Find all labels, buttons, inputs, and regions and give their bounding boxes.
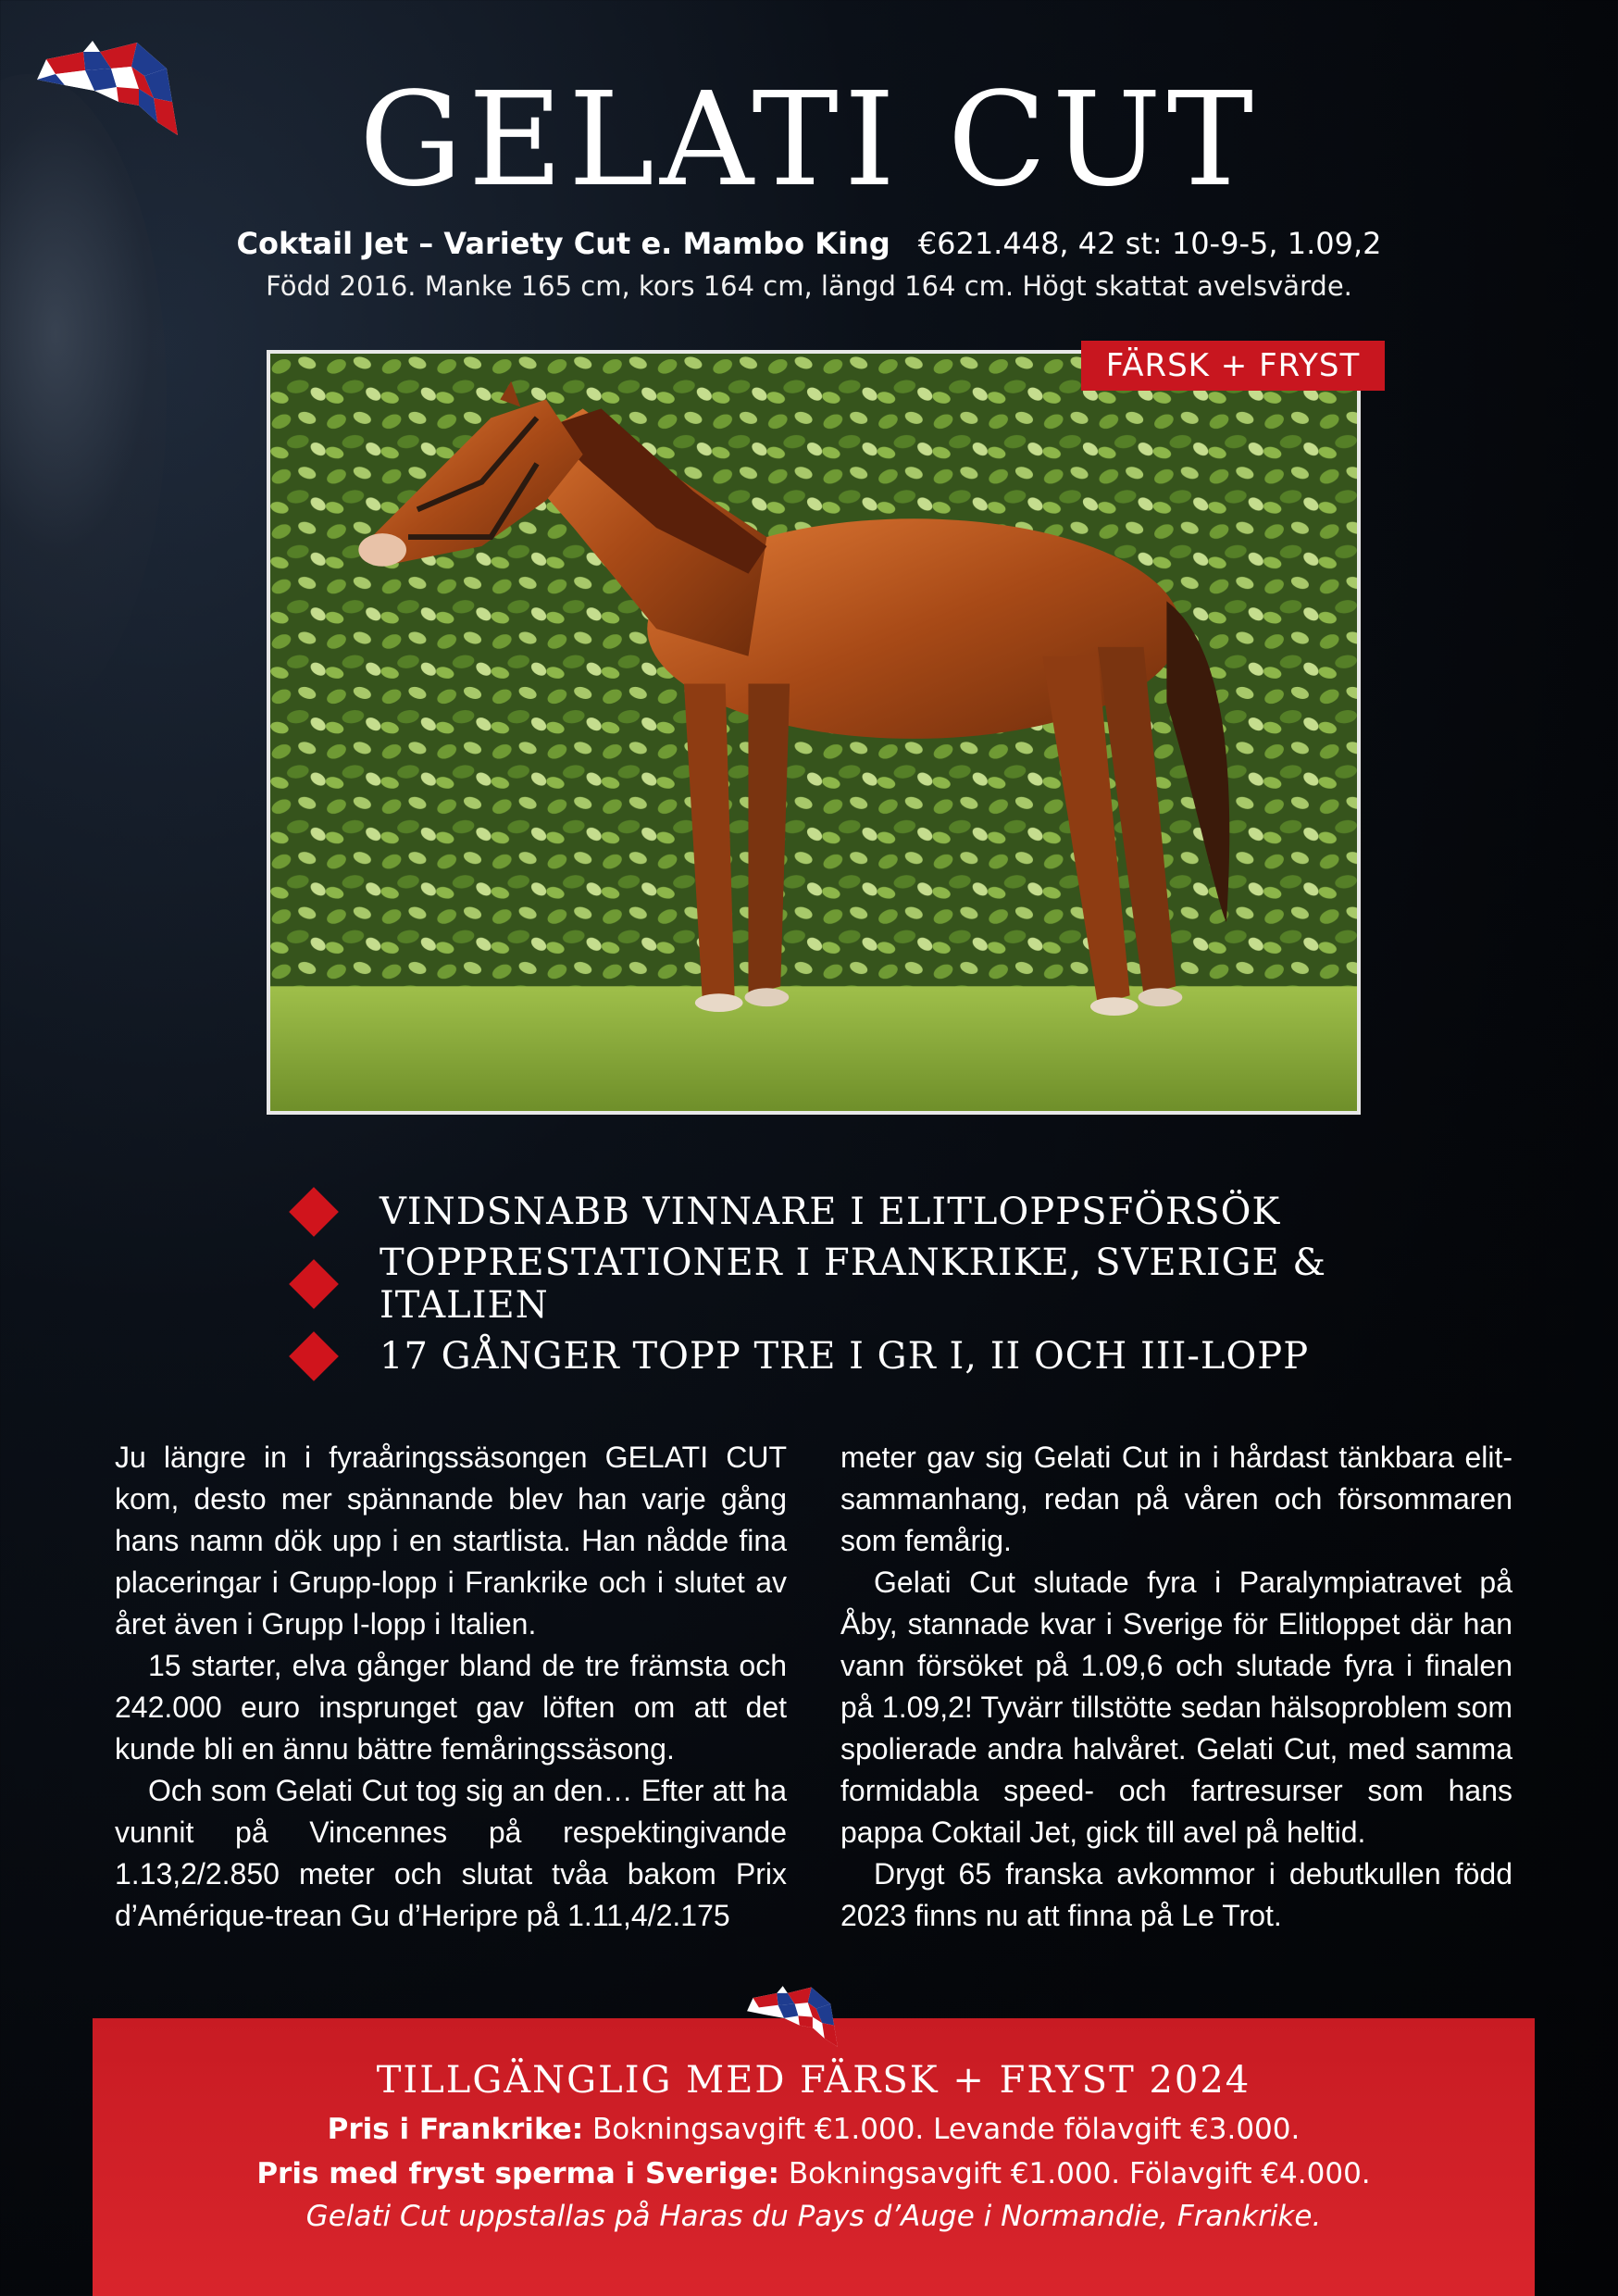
paragraph: Ju längre in i fyraåringssäsongen GELATI CUT kom, desto mer spännande blev han varje gång hans namn dök upp i en startlista. Han nådde fina placeringar i Grupp-lopp i Frankrike och i slutet av året även i Grupp I-lopp i Italien. (115, 1441, 787, 1641)
horse-head-logo-small-icon (741, 1981, 844, 2052)
price-sweden-label: Pris med fryst sperma i Sverige: (256, 2157, 780, 2190)
highlight-item (287, 1242, 1398, 1327)
price-france-text: Bokningsavgift €1.000. Levande fölavgift €3.000. (592, 2113, 1301, 2146)
diamond-bullet-icon (289, 1187, 339, 1237)
price-france-label: Pris i Frankrike: (327, 2113, 584, 2146)
highlight-text: TOPPRESTATIONER I FRANKRIKE, SVERIGE & ITALIEN (380, 1242, 1326, 1327)
highlights-list (287, 1176, 1398, 1392)
diamond-bullet-icon (289, 1331, 339, 1381)
availability-title: TILLGÄNGLIG MED FÄRSK + FRYST 2024 (376, 2059, 1251, 2102)
price-sweden-text: Bokningsavgift €1.000. Fölavgift €4.000. (788, 2157, 1371, 2190)
highlight-item (287, 1320, 1398, 1392)
diamond-bullet-icon (289, 1259, 339, 1309)
body-column-left (115, 1437, 787, 1937)
paragraph: Drygt 65 franska avkommor i debutkullen född 2023 finns nu att finna på Le Trot. (840, 1857, 1512, 1932)
stabling-note: Gelati Cut uppstallas på Haras du Pays d’Auge i Normandie, Frankrike. (305, 2200, 1322, 2233)
stallion-name: GELATI CUT (358, 65, 1260, 216)
price-sweden (93, 2157, 1535, 2190)
highlight-text: VINDSNABB VINNARE I ELITLOPPSFÖRSÖK (380, 1191, 1281, 1233)
fresh-frozen-badge: FÄRSK + FRYST (1081, 341, 1385, 391)
paragraph: Och som Gelati Cut tog sig an den… Efter att ha vunnit på Vincennes på respektingivande 1.13,2/2.850 meter och slutat tvåa bakom Prix d’Amérique-trean Gu d’Heripre på 1.11,4/2.175 (115, 1774, 787, 1932)
availability-box (93, 2018, 1535, 2296)
paragraph: meter gav sig Gelati Cut in i hårdast tänkbara elit-sammanhang, redan på våren och försommaren som femårig. (840, 1441, 1512, 1557)
earnings-record: €621.448, 42 st: 10-9-5, 1.09,2 (917, 226, 1382, 261)
pedigree-line (0, 226, 1618, 261)
birth-and-measurements: Född 2016. Manke 165 cm, kors 164 cm, längd 164 cm. Högt skattat avelsvärde. (266, 270, 1352, 302)
horse-photo (267, 350, 1361, 1115)
body-column-right (840, 1437, 1512, 1937)
paragraph: 15 starter, elva gånger bland de tre främsta och 242.000 euro insprunget gav löften om att det kunde bli en ännu bättre femåringssäsong. (115, 1649, 787, 1766)
price-france (93, 2113, 1535, 2146)
highlight-text: 17 GÅNGER TOPP TRE I GR I, II OCH III-LOPP (380, 1335, 1310, 1378)
paragraph: Gelati Cut slutade fyra i Paralympiatravet på Åby, stannade kvar i Sverige för Elitloppet där han vann försöket på 1.09,6 och slutade fyra i finalen på 1.09,2! Tyvärr tillstötte sedan hälsoproblem som spolierade andra halvåret. Gelati Cut, med samma formidabla speed- och fartresurser som hans pappa Coktail Jet, gick till avel på heltid. (840, 1566, 1512, 1849)
highlight-item (287, 1176, 1398, 1248)
pedigree: Coktail Jet – Variety Cut e. Mambo King (236, 226, 890, 261)
